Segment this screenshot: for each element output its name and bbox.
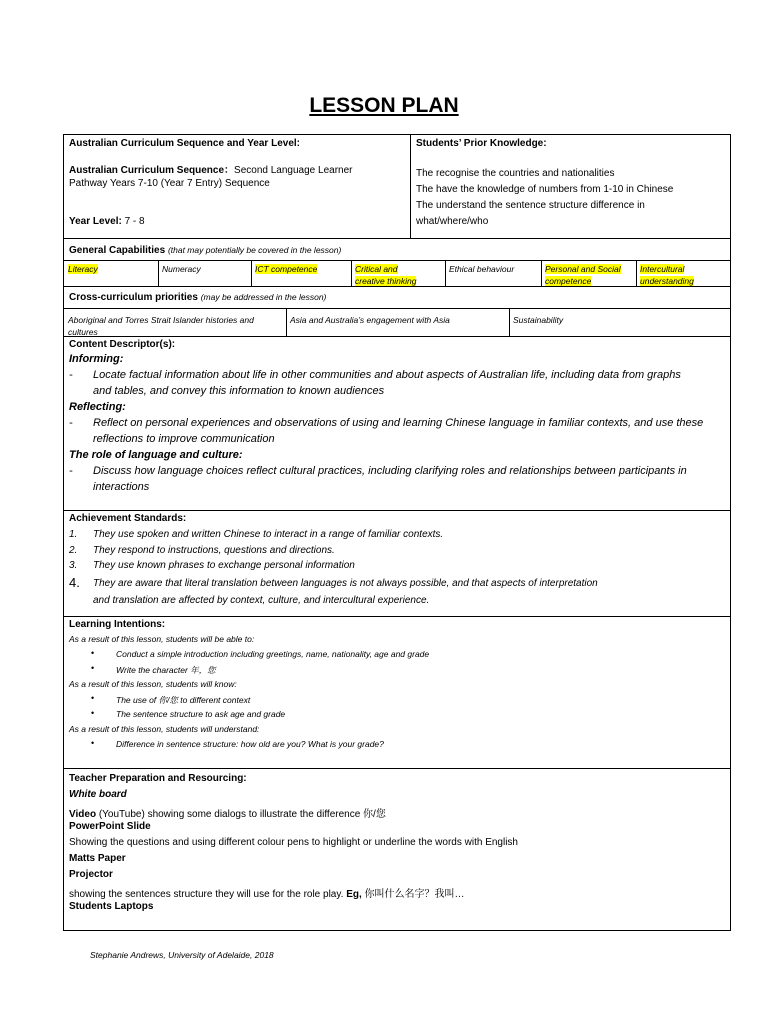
prior-knowledge-line: what/where/who [416,216,489,227]
bullet: • [91,693,95,703]
general-capabilities-note: (that may potentially be covered in the lesson) [167,245,342,255]
achievement-num: 3. [69,560,78,571]
bullet: • [91,663,95,673]
ppt-text: Showing the questions and using different colour pens to highlight or underline the words with English [69,837,518,848]
capability-label: understanding [640,276,694,286]
capability-literacy [64,261,158,286]
informing-text-cont: and tables, and convey this information to known audiences [93,385,385,397]
reflecting-text-cont: reflections to improve communication [93,433,275,445]
capability-label: ICT competence [255,264,318,274]
capability-label: Ethical behaviour [449,264,515,274]
page-title: LESSON PLAN [309,94,459,117]
dash: - [69,417,73,429]
dash: - [69,465,73,477]
learning-heading: Learning Intentions: [69,619,166,630]
bullet: • [91,708,95,718]
general-capabilities-row [64,261,730,287]
capability-label: creative thinking [355,276,417,286]
priority-aboriginal [64,312,286,336]
capability-label: Critical and [355,264,398,274]
cross-curriculum-heading [69,292,326,303]
year-label: Year Level: [69,216,122,227]
column-divider [410,135,411,238]
capability-label: Intercultural [640,264,685,274]
content-descriptors-section [64,337,730,511]
sequence-value-cont: Pathway Years 7-10 (Year 7 Entry) Sequence [69,178,270,189]
achievement-item: They are aware that literal translation between languages is not always possible, and that aspects of interpretation [93,578,598,589]
capability-ict [251,261,351,286]
capability-label: Literacy [68,264,98,274]
capability-intercultural [636,261,730,286]
understand-label: As a result of this lesson, students will understand: [69,724,260,734]
able-to-item: Conduct a simple introduction including greetings, name, nationality, age and grade [116,649,430,659]
priority-asia [286,312,509,336]
informing-text: Locate factual information about life in other communities and about aspects of Australian life, including data from graphs [93,369,681,381]
eg-text: 你叫什么名字？我叫… [364,889,465,900]
bullet: • [91,738,95,748]
curriculum-sequence [69,161,352,176]
know-item: The sentence structure to ask age and grade [116,709,286,719]
general-capabilities-header [64,239,730,261]
sequence-label: Australian Curriculum Sequence： [69,165,235,176]
cross-curriculum-title: Cross-curriculum priorities [69,292,198,303]
bullet: • [91,648,95,658]
capability-label: Personal and Social [545,264,621,274]
achievement-item: They use spoken and written Chinese to interact in a range of familiar contexts. [93,529,444,540]
prior-knowledge-line: The understand the sentence structure difference in [416,200,645,211]
projector-label: Projector [69,869,113,880]
projector-line [69,885,465,900]
role-label: The role of language and culture: [69,449,243,461]
prior-knowledge-line: The recognise the countries and nationalities [416,168,615,179]
role-text: Discuss how language choices reflect cultural practices, including clarifying roles and relationships between participants in [93,465,687,477]
capability-label: Numeracy [162,264,201,274]
matts-label: Matts Paper [69,853,126,864]
understand-item: Difference in sentence structure: how old are you? What is your grade? [116,739,384,749]
dash: - [69,369,73,381]
laptops-label: Students Laptops [69,901,154,912]
whiteboard-label: White board [69,789,127,800]
capability-critical-thinking [351,261,445,286]
reflecting-label: Reflecting: [69,401,126,413]
general-capabilities-title: General Capabilities [69,245,166,256]
know-label: As a result of this lesson, students will know: [69,679,237,689]
achievement-item: They respond to instructions, questions and directions. [93,545,335,556]
teacher-prep-section [64,769,730,930]
achievement-section [64,511,730,617]
year-level [69,216,145,227]
projector-text: showing the sentences structure they will use for the role play. [69,889,344,900]
page-footer: Stephanie Andrews, University of Adelaide, 2018 [90,950,274,960]
achievement-num: 1. [69,529,78,540]
general-capabilities-heading [69,245,341,256]
cross-curriculum-note: (may be addressed in the lesson) [200,292,327,302]
capability-ethical [445,261,541,286]
reflecting-text: Reflect on personal experiences and observations of using and learning Chinese language in familiar contexts, and use these [93,417,704,429]
priority-label: cultures [68,327,98,337]
capability-numeracy [158,261,251,286]
video-label: Video [69,809,97,820]
cross-curriculum-row [64,309,730,337]
capability-personal-social [541,261,636,286]
role-text-cont: interactions [93,481,150,493]
able-to-item: Write the character 年，您 [116,665,216,675]
know-item: The use of 你/您 to different context [116,695,251,705]
content-descriptors-heading: Content Descriptor(s): [69,339,176,350]
priority-label: Sustainability [513,315,564,325]
prior-knowledge-heading: Students’ Prior Knowledge: [416,138,547,149]
eg-label: Eg, [346,889,362,900]
priority-sustainability [509,312,730,336]
prior-knowledge-line: The have the knowledge of numbers from 1-10 in Chinese [416,184,674,195]
priority-label: Asia and Australia’s engagement with Asia [290,315,450,325]
able-to-label: As a result of this lesson, students will be able to: [69,634,255,644]
cross-curriculum-header [64,287,730,309]
lesson-plan-table [63,134,731,931]
video-text: (YouTube) showing some dialogs to illustrate the difference 你/您 [98,809,386,820]
teacher-prep-heading: Teacher Preparation and Resourcing: [69,773,247,784]
year-value: 7 - 8 [124,216,145,227]
video-line [69,805,386,820]
achievement-num: 4. [69,575,80,590]
sequence-value: Second Language Learner [234,165,353,176]
capability-label: competence [545,276,592,286]
achievement-item-cont: and translation are affected by context, culture, and intercultural experience. [93,595,430,606]
informing-label: Informing: [69,353,124,365]
curriculum-heading: Australian Curriculum Sequence and Year Level: [69,138,301,149]
achievement-heading: Achievement Standards: [69,513,187,524]
learning-intentions-section [64,617,730,769]
curriculum-section [64,135,730,239]
priority-label: Aboriginal and Torres Strait Islander histories and [68,315,254,325]
achievement-num: 2. [69,545,78,556]
achievement-item: They use known phrases to exchange personal information [93,560,355,571]
ppt-label: PowerPoint Slide [69,821,151,832]
